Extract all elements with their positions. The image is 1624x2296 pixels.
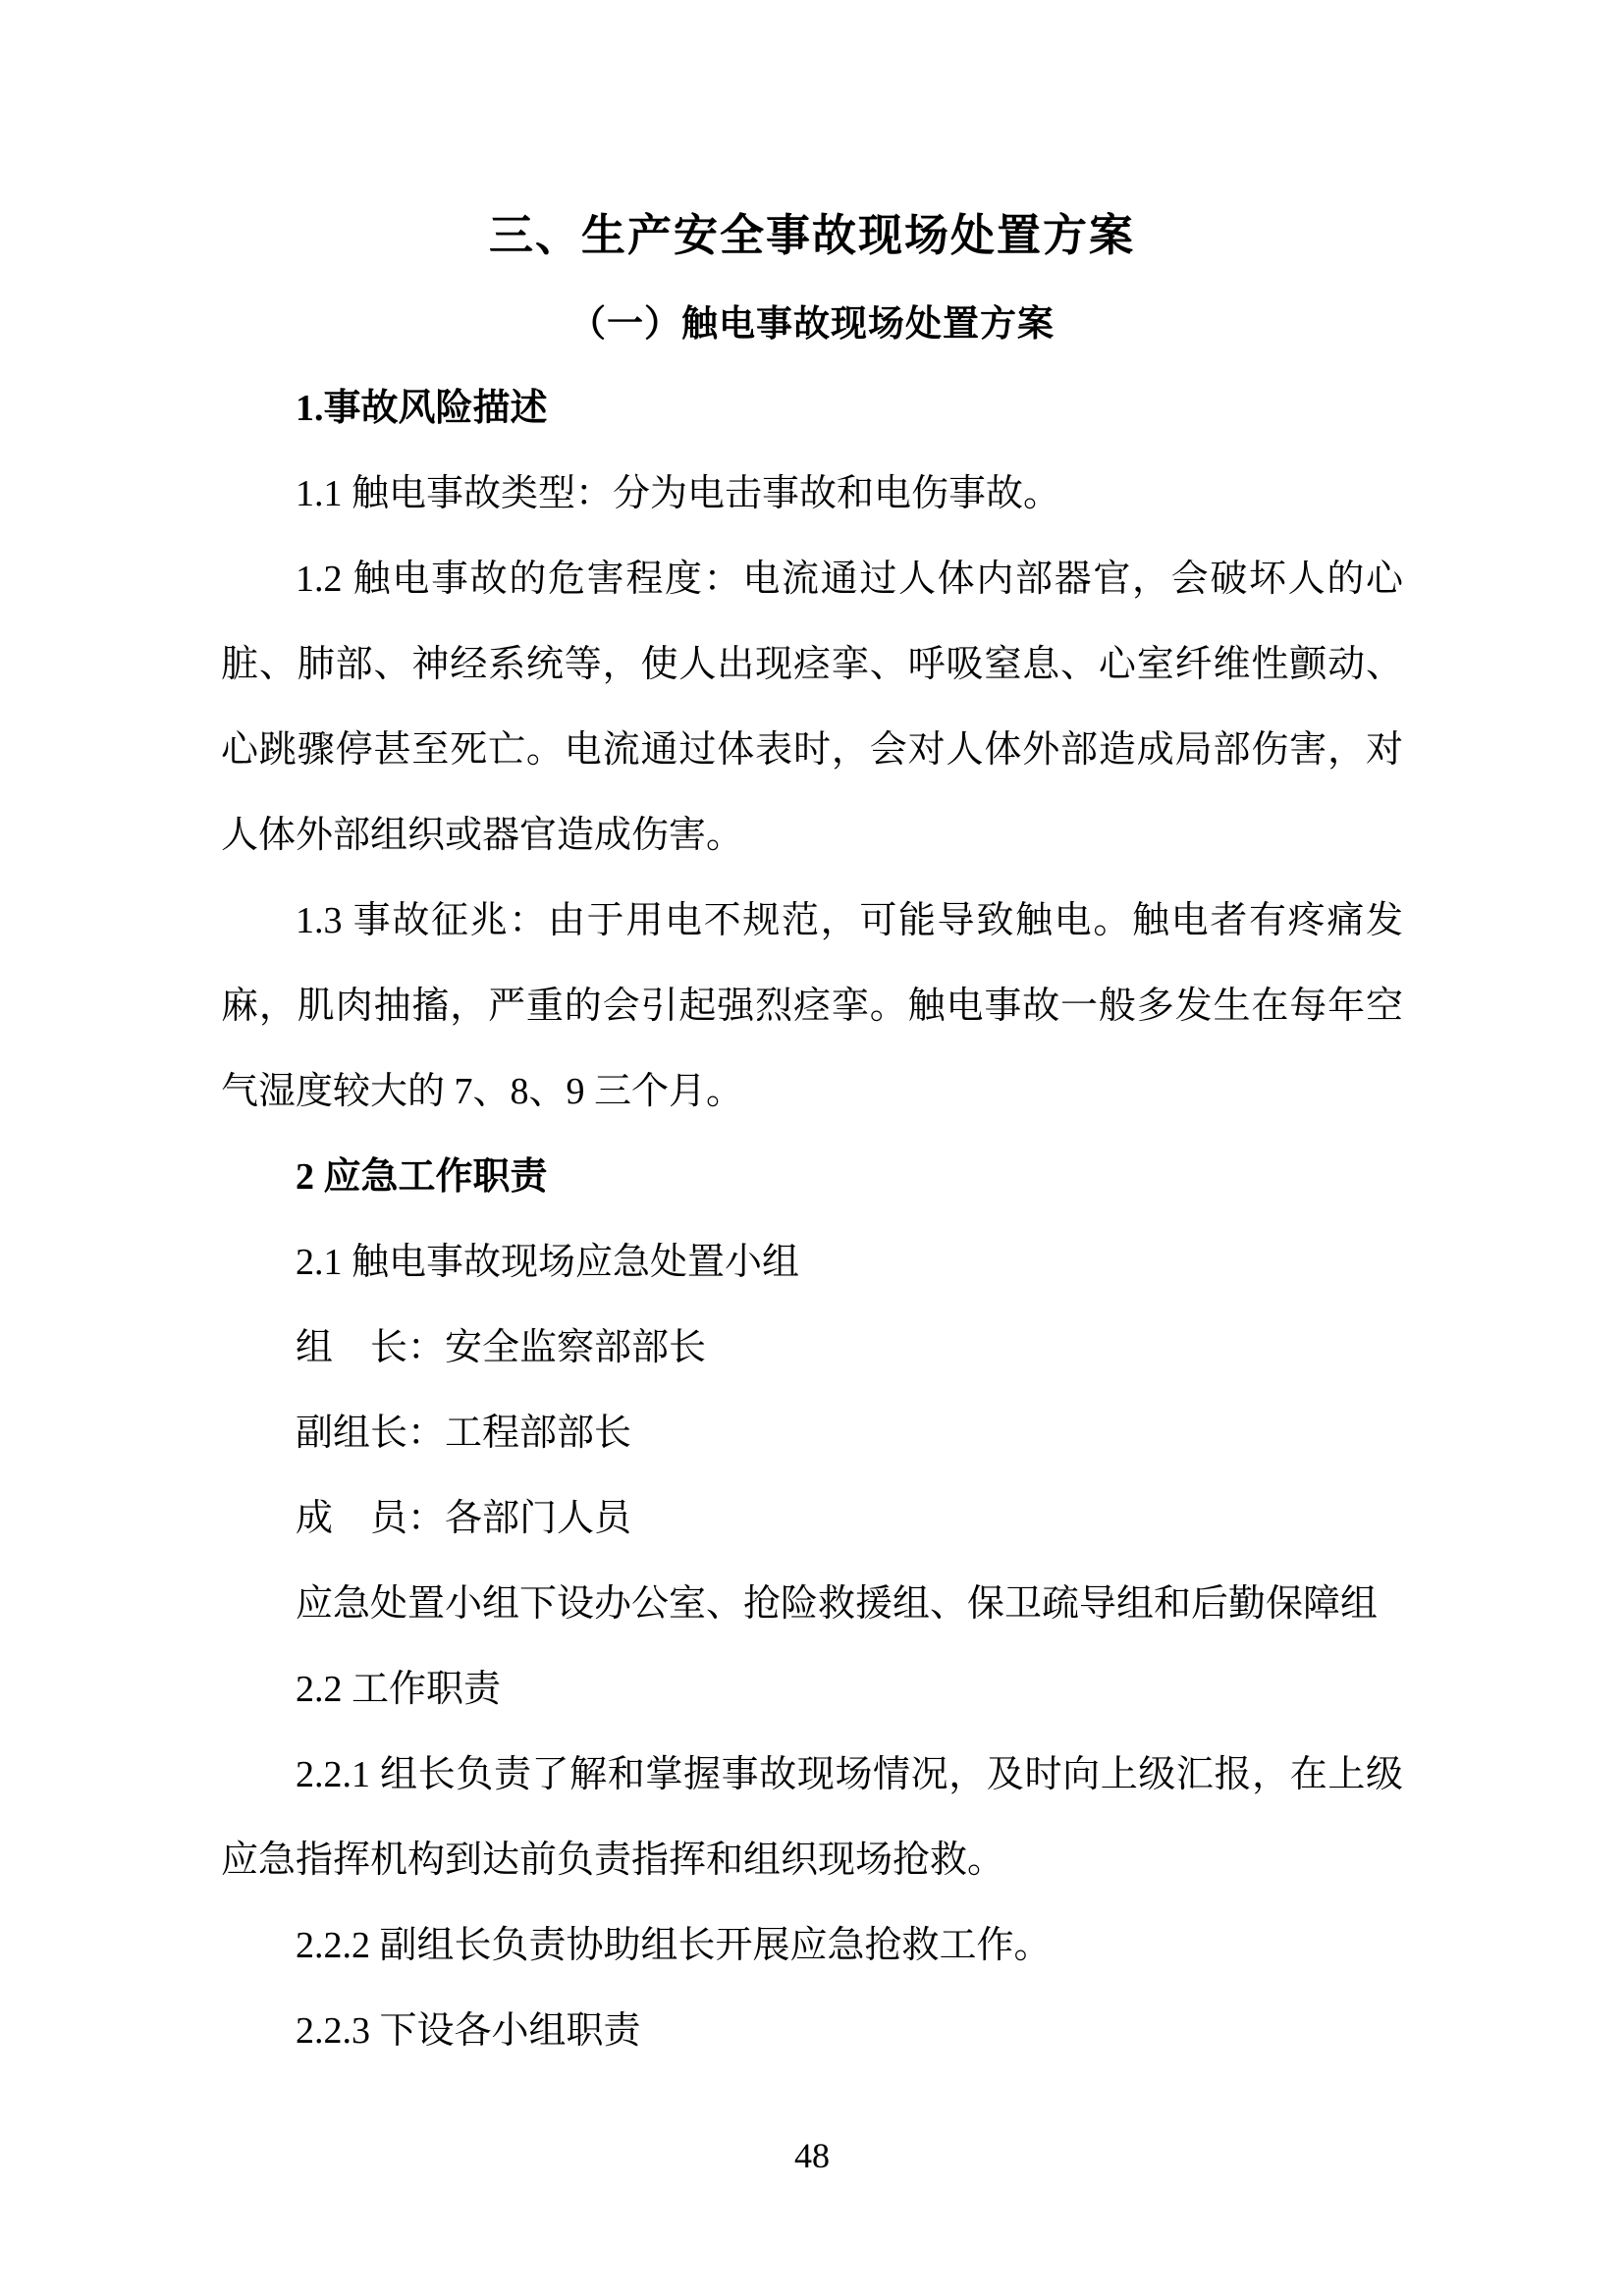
para-2-2: 2.2 工作职责 <box>296 1669 502 1710</box>
team-members-line: 成 员：各部门人员 <box>296 1498 632 1539</box>
para-2-2-1: 2.2.1 组长负责了解和掌握事故现场情况，及时向上级汇报，在上级应急指挥机构到达前负责指挥和组织现场抢救。 <box>221 1754 1403 1881</box>
para-1-1: 1.1 触电事故类型：分为电击事故和电伤事故。 <box>296 473 1061 514</box>
para-2-2-2: 2.2.2 副组长负责协助组长开展应急抢救工作。 <box>296 1925 1052 1966</box>
team-leader-line: 组 长：安全监察部部长 <box>296 1327 707 1368</box>
para-2-1: 2.1 触电事故现场应急处置小组 <box>296 1242 800 1283</box>
para-1-3: 1.3 事故征兆：由于用电不规范，可能导致触电。触电者有疼痛发麻，肌肉抽搐，严重的会引起强烈痉挛。触电事故一般多发生在每年空气湿度较大的 7、8、9 三个月。 <box>221 900 1403 1112</box>
para-subgroups: 应急处置小组下设办公室、抢险救援组、保卫疏导组和后勤保障组 <box>296 1583 1379 1625</box>
doc-subtitle: （一）触电事故现场处置方案 <box>569 304 1055 345</box>
team-deputy-line: 副组长：工程部部长 <box>296 1413 632 1454</box>
page-number: 48 <box>794 2136 830 2175</box>
section-2-heading: 2 应急工作职责 <box>296 1156 548 1198</box>
document-content <box>221 211 1403 2074</box>
section-1-heading: 1.事故风险描述 <box>296 388 548 429</box>
para-1-2: 1.2 触电事故的危害程度：电流通过人体内部器官，会破坏人的心脏、肺部、神经系统等，使人出现痉挛、呼吸窒息、心室纤维性颤动、心跳骤停甚至死亡。电流通过体表时，会对人体外部造成局部伤害，对人体外部组织或器官造成伤害。 <box>221 559 1403 856</box>
doc-title: 三、生产安全事故现场处置方案 <box>488 211 1135 260</box>
para-2-2-3: 2.2.3 下设各小组职责 <box>296 2010 641 2052</box>
